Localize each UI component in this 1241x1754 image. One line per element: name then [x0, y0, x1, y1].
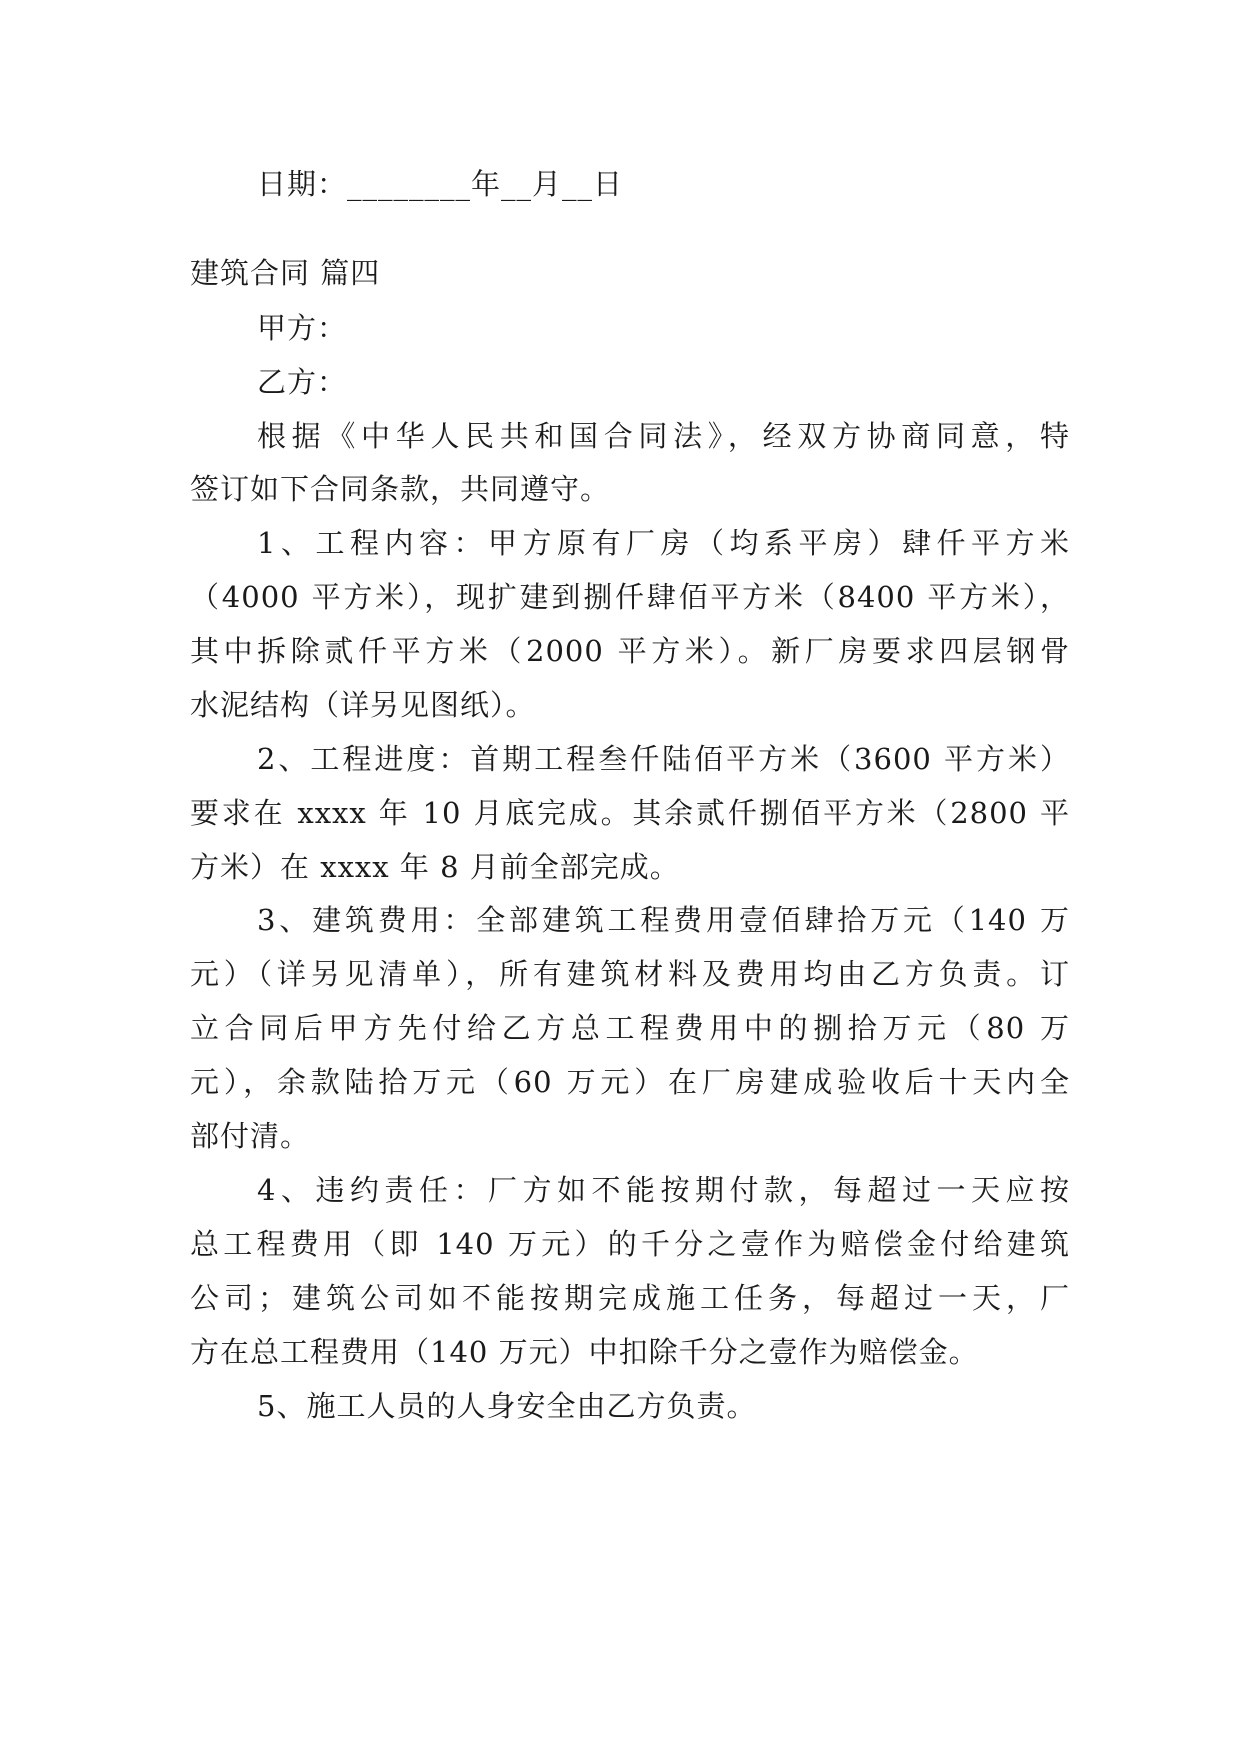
- clause-5-line-1: 5、施工人员的人身安全由乙方负责。: [257, 1389, 757, 1423]
- clause-4-line-1: 4、违约责任：厂方如不能按期付款，每超过一天应按: [257, 1173, 1070, 1207]
- clause-3-line-5: 部付清。: [190, 1119, 311, 1153]
- clause-3-line-3: 立合同后甲方先付给乙方总工程费用中的捌拾万元（80 万: [190, 1011, 1070, 1045]
- section-title: 建筑合同 篇四: [190, 256, 381, 290]
- clause-1-line-3: 其中拆除贰仟平方米（2000 平方米）。新厂房要求四层钢骨: [190, 634, 1070, 668]
- party-b-label: 乙方：: [257, 365, 348, 399]
- clause-1-line-4: 水泥结构（详另见图纸）。: [190, 688, 536, 722]
- clause-4-line-2: 总工程费用（即 140 万元）的千分之壹作为赔偿金付给建筑: [190, 1227, 1070, 1261]
- clause-2-line-1: 2、工程进度：首期工程叁仟陆佰平方米（3600 平方米）: [257, 742, 1070, 776]
- clause-3-line-1: 3、建筑费用：全部建筑工程费用壹佰肆拾万元（140 万: [257, 903, 1070, 937]
- clause-2-line-3: 方米）在 xxxx 年 8 月前全部完成。: [190, 850, 680, 884]
- intro-line-1: 根据《中华人民共和国合同法》，经双方协商同意，特: [257, 419, 1070, 453]
- clause-3-line-4: 元），余款陆拾万元（60 万元）在厂房建成验收后十天内全: [190, 1065, 1070, 1099]
- clause-2-line-2: 要求在 xxxx 年 10 月底完成。其余贰仟捌佰平方米（2800 平: [190, 796, 1070, 830]
- clause-3-line-2: 元）（详另见清单），所有建筑材料及费用均由乙方负责。订: [190, 957, 1070, 991]
- intro-line-2: 签订如下合同条款，共同遵守。: [190, 472, 611, 506]
- clause-1-line-1: 1、工程内容：甲方原有厂房（均系平房）肆仟平方米: [257, 526, 1070, 560]
- party-a-label: 甲方：: [257, 311, 348, 345]
- clause-4-line-4: 方在总工程费用（140 万元）中扣除千分之壹作为赔偿金。: [190, 1335, 979, 1369]
- clause-4-line-3: 公司；建筑公司如不能按期完成施工任务，每超过一天，厂: [190, 1281, 1070, 1315]
- date-line: 日期：________年__月__日: [257, 167, 624, 201]
- clause-1-line-2: （4000 平方米），现扩建到捌仟肆佰平方米（8400 平方米），: [190, 580, 1070, 614]
